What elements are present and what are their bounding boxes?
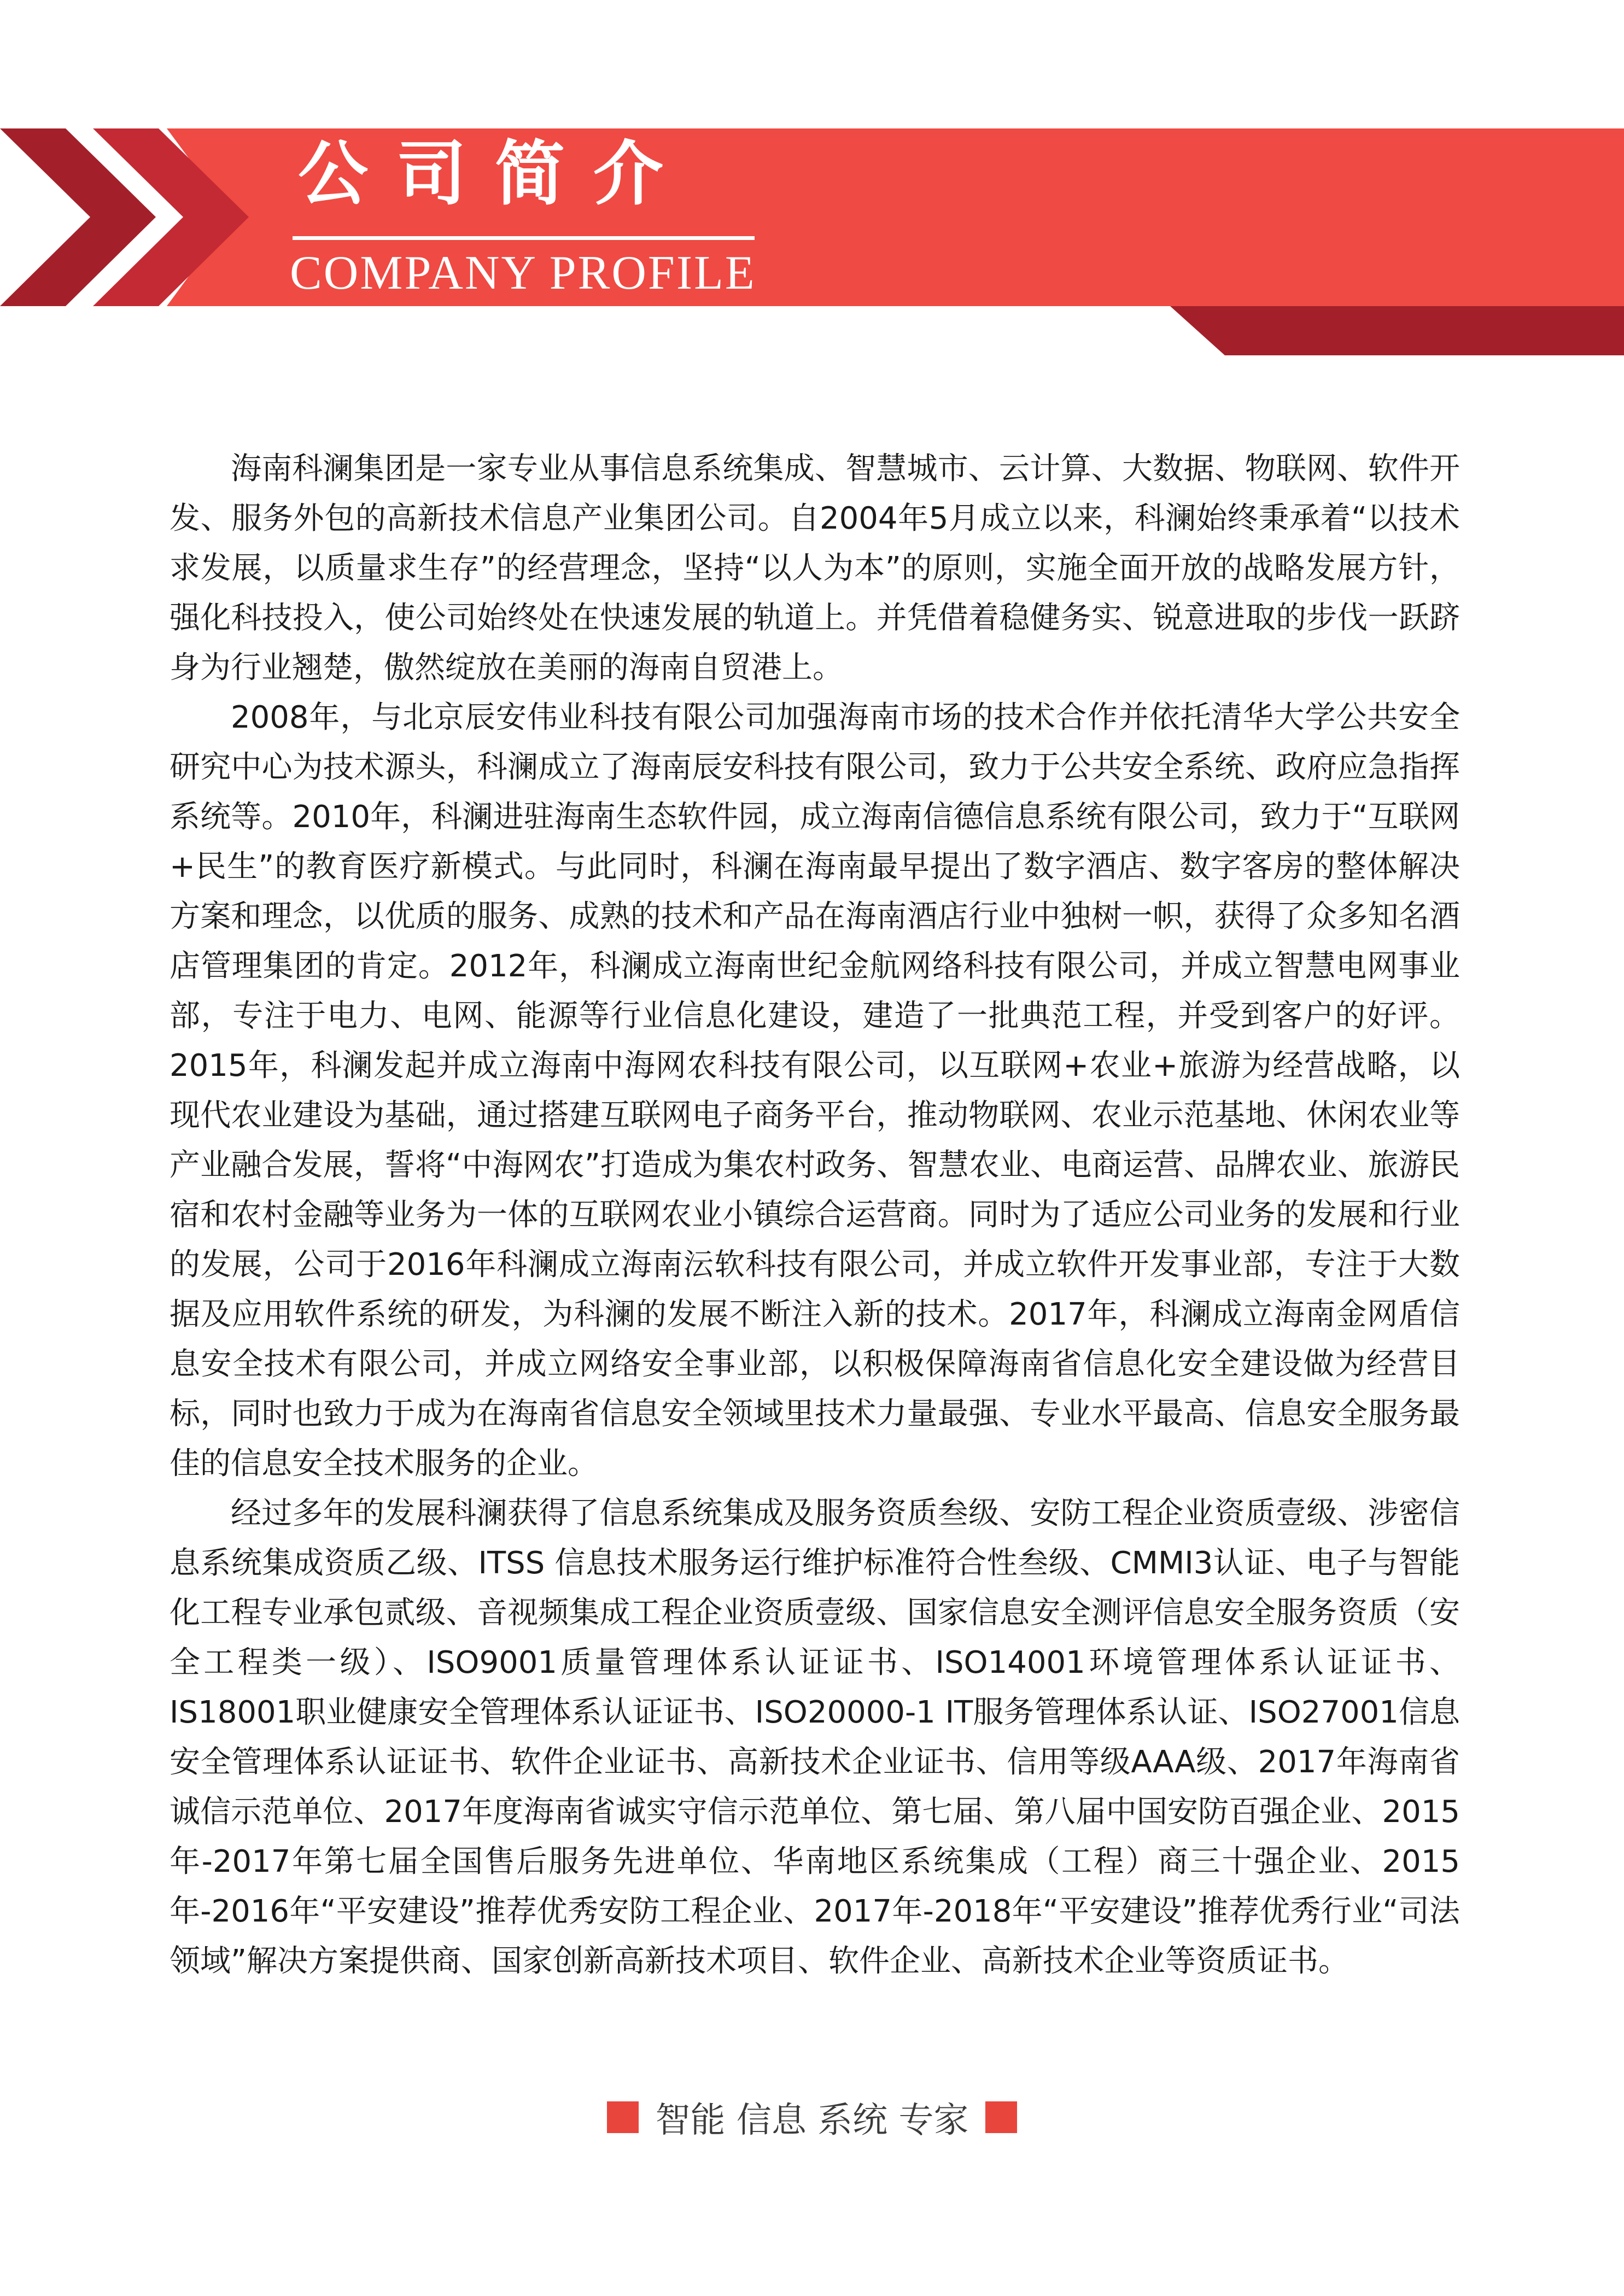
banner-graphic	[0, 0, 1624, 383]
header-banner	[0, 0, 1624, 383]
square-icon	[607, 2101, 639, 2133]
footer-slogan: 智能 信息 系统 专家	[655, 2100, 969, 2141]
square-icon	[985, 2101, 1017, 2133]
paragraph: 海南科澜集团是一家专业从事信息系统集成、智慧城市、云计算、大数据、物联网、软件开发、服务外包的高新技术信息产业集团公司。自2004年5月成立以来，科澜始终秉承着“以技术求发展，以质量求生存”的经营理念，坚持“以人为本”的原则，实施全面开放的战略发展方针，强化科技投入，使公司始终处在快速发展的轨道上。并凭借着稳健务实、锐意进取的步伐一跃跻身为行业翘楚，傲然绽放在美丽的海南自贸港上。	[170, 451, 1460, 686]
footer	[0, 2093, 1624, 2142]
paragraph: 经过多年的发展科澜获得了信息系统集成及服务资质叁级、安防工程企业资质壹级、涉密信息系统集成资质乙级、ITSS 信息技术服务运行维护标准符合性叁级、CMMI3认证、电子与智能化工程专业承包贰级、音视频集成工程企业资质壹级、国家信息安全测评信息安全服务资质（安全工程类一级）、ISO9001质量管理体系认证证书、ISO14001环境管理体系认证证书、IS18001职业健康安全管理体系认证证书、ISO20000-1 IT服务管理体系认证、ISO27001信息安全管理体系认证证书、软件企业证书、高新技术企业证书、信用等级AAA级、2017年海南省诚信示范单位、2017年度海南省诚实守信示范单位、第七届、第八届中国安防百强企业、2015年-2017年第七届全国售后服务先进单位、华南地区系统集成（工程）商三十强企业、2015年-2016年“平安建设”推荐优秀安防工程企业、2017年-2018年“平安建设”推荐优秀行业“司法领域”解决方案提供商、国家创新高新技术项目、软件企业、高新技术企业等资质证书。	[170, 1496, 1460, 1979]
page-title: 公司简介	[298, 133, 692, 215]
banner-dark-strip	[1170, 306, 1624, 355]
title-divider	[293, 236, 755, 240]
paragraph: 2008年，与北京辰安伟业科技有限公司加强海南市场的技术合作并依托清华大学公共安全研究中心为技术源头，科澜成立了海南辰安科技有限公司，致力于公共安全系统、政府应急指挥系统等。2010年，科澜进驻海南生态软件园，成立海南信德信息系统有限公司，致力于“互联网+民生”的教育医疗新模式。与此同时，科澜在海南最早提出了数字酒店、数字客房的整体解决方案和理念，以优质的服务、成熟的技术和产品在海南酒店行业中独树一帜，获得了众多知名酒店管理集团的肯定。2012年，科澜成立海南世纪金航网络科技有限公司，并成立智慧电网事业部，专注于电力、电网、能源等行业信息化建设，建造了一批典范工程，并受到客户的好评。2015年，科澜发起并成立海南中海网农科技有限公司，以互联网+农业+旅游为经营战略，以现代农业建设为基础，通过搭建互联网电子商务平台，推动物联网、农业示范基地、休闲农业等产业融合发展，誓将“中海网农”打造成为集农村政务、智慧农业、电商运营、品牌农业、旅游民宿和农村金融等业务为一体的互联网农业小镇综合运营商。同时为了适应公司业务的发展和行业的发展，公司于2016年科澜成立海南沄软科技有限公司，并成立软件开发事业部，专注于大数据及应用软件系统的研发，为科澜的发展不断注入新的技术。2017年，科澜成立海南金网盾信息安全技术有限公司，并成立网络安全事业部，以积极保障海南省信息化安全建设做为经营目标，同时也致力于成为在海南省信息安全领域里技术力量最强、专业水平最高、信息安全服务最佳的信息安全技术服务的企业。	[170, 700, 1460, 1481]
page-subtitle: COMPANY PROFILE	[290, 247, 756, 300]
body-text	[170, 444, 1460, 1986]
